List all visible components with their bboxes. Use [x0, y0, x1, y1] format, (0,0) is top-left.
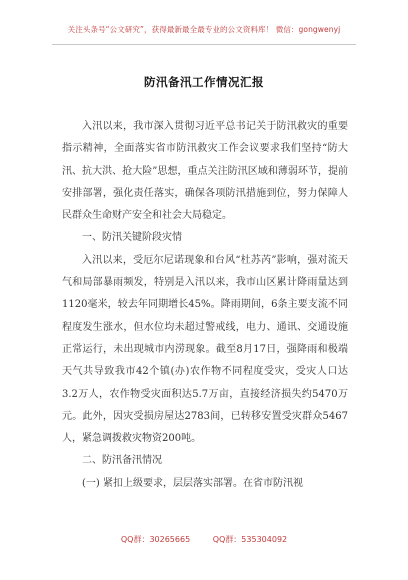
disaster-paragraph: 入汛以来，受厄尔尼诺现象和台风“杜苏芮”影响，强对流天气和局部暴雨频发，特别是入汛以来，我市山区累计降雨量达到1120毫米，较去年同期增长45%。降雨期间，6条主要支流不同程度发生涨水，但水位均未超过警戒线，电力、通讯、交通设施正常运行，未出现城市内涝现象。截至8月17日，强降雨和极端天气共导致我市42个镇(办)农作物不同程度受灾，受灾人口达3.2万人，农作物受灾面积达5.7万亩，直接经济损失约5470万元。此外，因灾受损房屋达2783间，已转移安置受灾群众5467人，紧急调拨救灾物资200吨。 — [62, 254, 348, 445]
header-divider — [52, 44, 356, 45]
footer-contacts — [0, 534, 408, 545]
document-body — [62, 116, 348, 495]
footer-qq-group-1: QQ群：30265665 — [120, 535, 191, 544]
document-title: 防汛备汛工作情况汇报 — [144, 75, 264, 89]
subsection-paragraph: (一) 紧扣上级要求，层层落实部署。在省市防汛视 — [82, 477, 303, 489]
footer-qq-group-2: QQ群：535304092 — [212, 535, 288, 544]
section-heading-1: 一、防汛关键阶段灾情 — [82, 232, 182, 244]
section-heading-2: 二、防汛备汛情况 — [82, 455, 162, 467]
intro-paragraph: 入汛以来，我市深入贯彻习近平总书记关于防汛救灾的重要指示精神，全面落实省市防汛救灾工作会议要求我们坚持“防大汛、抗大洪、抢大险”思想，重点关注防汛区域和薄弱环节，提前安排部署，强化责任落实，确保各项防汛措施到位，努力保障人民群众生命财产安全和社会大局稳定。 — [62, 121, 348, 222]
header-promo-note: 关注头条号“公文研究”，获得最新最全最专业的公文资料库！ 微信：gongwenyj — [67, 25, 341, 34]
